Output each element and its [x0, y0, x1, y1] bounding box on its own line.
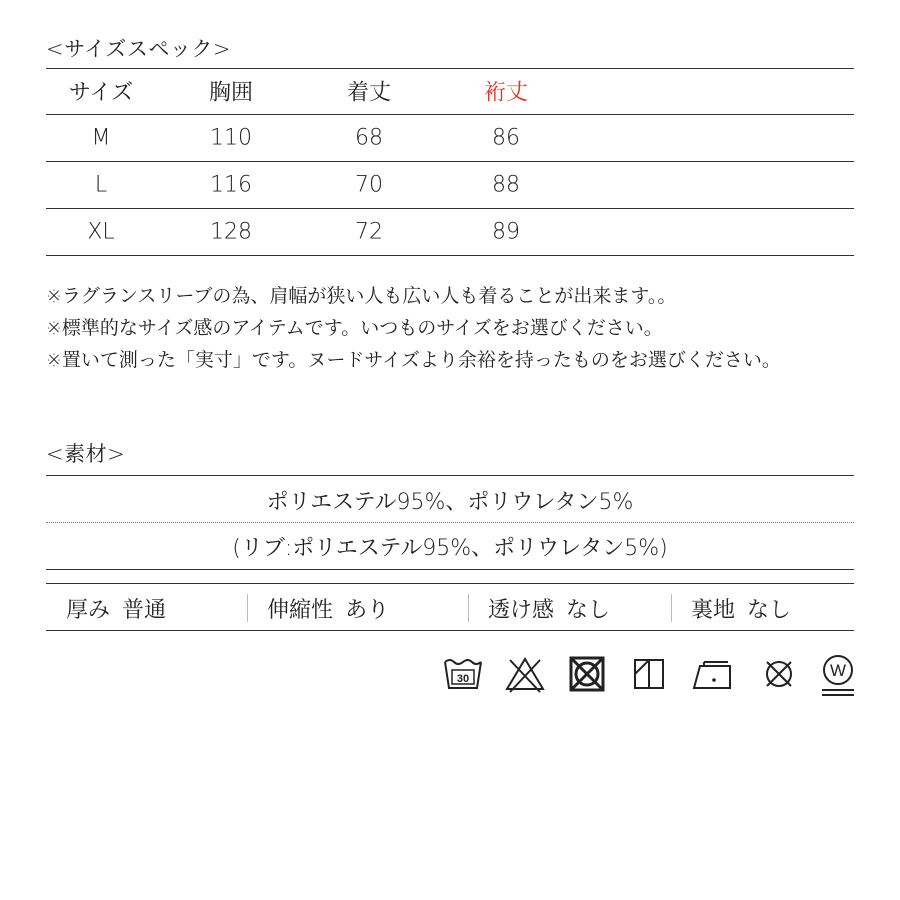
property-name: 伸縮性 [267, 597, 334, 623]
dotted-divider [46, 522, 854, 523]
wash-30-icon [440, 652, 486, 696]
properties-row [46, 586, 854, 630]
divider [46, 630, 854, 631]
note-line: ※ラグランスリーブの為、肩幅が狭い人も広い人も着ることが出来ます。。 [46, 285, 677, 307]
property-value: 普通 [122, 597, 167, 623]
header-chest: 胸囲 [208, 80, 253, 106]
no-bleach-icon [502, 652, 548, 696]
cell-sleeve: 86 [492, 125, 520, 151]
cell-chest: 128 [210, 219, 252, 245]
property-value: なし [746, 597, 791, 623]
notes [46, 280, 866, 376]
care-symbols [440, 652, 860, 702]
cell-length: 72 [355, 219, 383, 245]
property-value: なし [566, 597, 611, 623]
wet-clean-icon [816, 652, 860, 702]
wash-temp: 30 [456, 673, 470, 685]
cell-sleeve: 89 [492, 219, 520, 245]
header-length: 着丈 [346, 80, 391, 106]
property-name: 裏地 [690, 597, 735, 623]
table-header-row [46, 68, 854, 114]
header-size: サイズ [68, 80, 134, 106]
divider [46, 583, 854, 584]
line-dry-shade-icon [626, 652, 672, 696]
separator [247, 594, 248, 622]
cell-length: 68 [355, 125, 383, 151]
cell-length: 70 [355, 172, 383, 198]
property-stretch [247, 586, 468, 630]
note-line: ※置いて測った「実寸」です。ヌードサイズより余裕を持ったものをお選びください。 [46, 349, 781, 371]
cell-size: M [91, 125, 111, 151]
divider [46, 569, 854, 570]
property-name: 厚み [66, 597, 111, 623]
cell-chest: 110 [210, 125, 252, 151]
cell-size: L [94, 172, 108, 198]
property-name: 透け感 [488, 597, 555, 623]
material-label: <素材> [46, 442, 126, 466]
cell-chest: 116 [210, 172, 252, 198]
material-rib: (リブ:ポリエステル95%、ポリウレタン5%) [232, 536, 668, 561]
size-spec-label: <サイズスペック> [46, 37, 232, 61]
cell-size: XL [87, 219, 115, 245]
table-row [46, 208, 854, 256]
no-tumble-dry-icon [564, 652, 610, 696]
divider [46, 475, 854, 476]
table-row [46, 114, 854, 161]
separator [468, 594, 469, 622]
size-table [46, 68, 854, 256]
table-row [46, 161, 854, 208]
property-lining [671, 586, 854, 630]
property-thickness [46, 586, 247, 630]
wet-clean-letter: W [829, 661, 847, 680]
property-sheer [468, 586, 671, 630]
header-sleeve: 裄丈 [483, 80, 528, 106]
separator [671, 594, 672, 622]
material-main: ポリエステル95%、ポリウレタン5% [266, 490, 634, 515]
cell-sleeve: 88 [492, 172, 520, 198]
property-value: あり [345, 597, 390, 623]
iron-low-icon [688, 652, 738, 696]
no-dry-clean-icon [756, 652, 802, 696]
note-line: ※標準的なサイズ感のアイテムです。いつものサイズをお選びください。 [46, 317, 663, 339]
